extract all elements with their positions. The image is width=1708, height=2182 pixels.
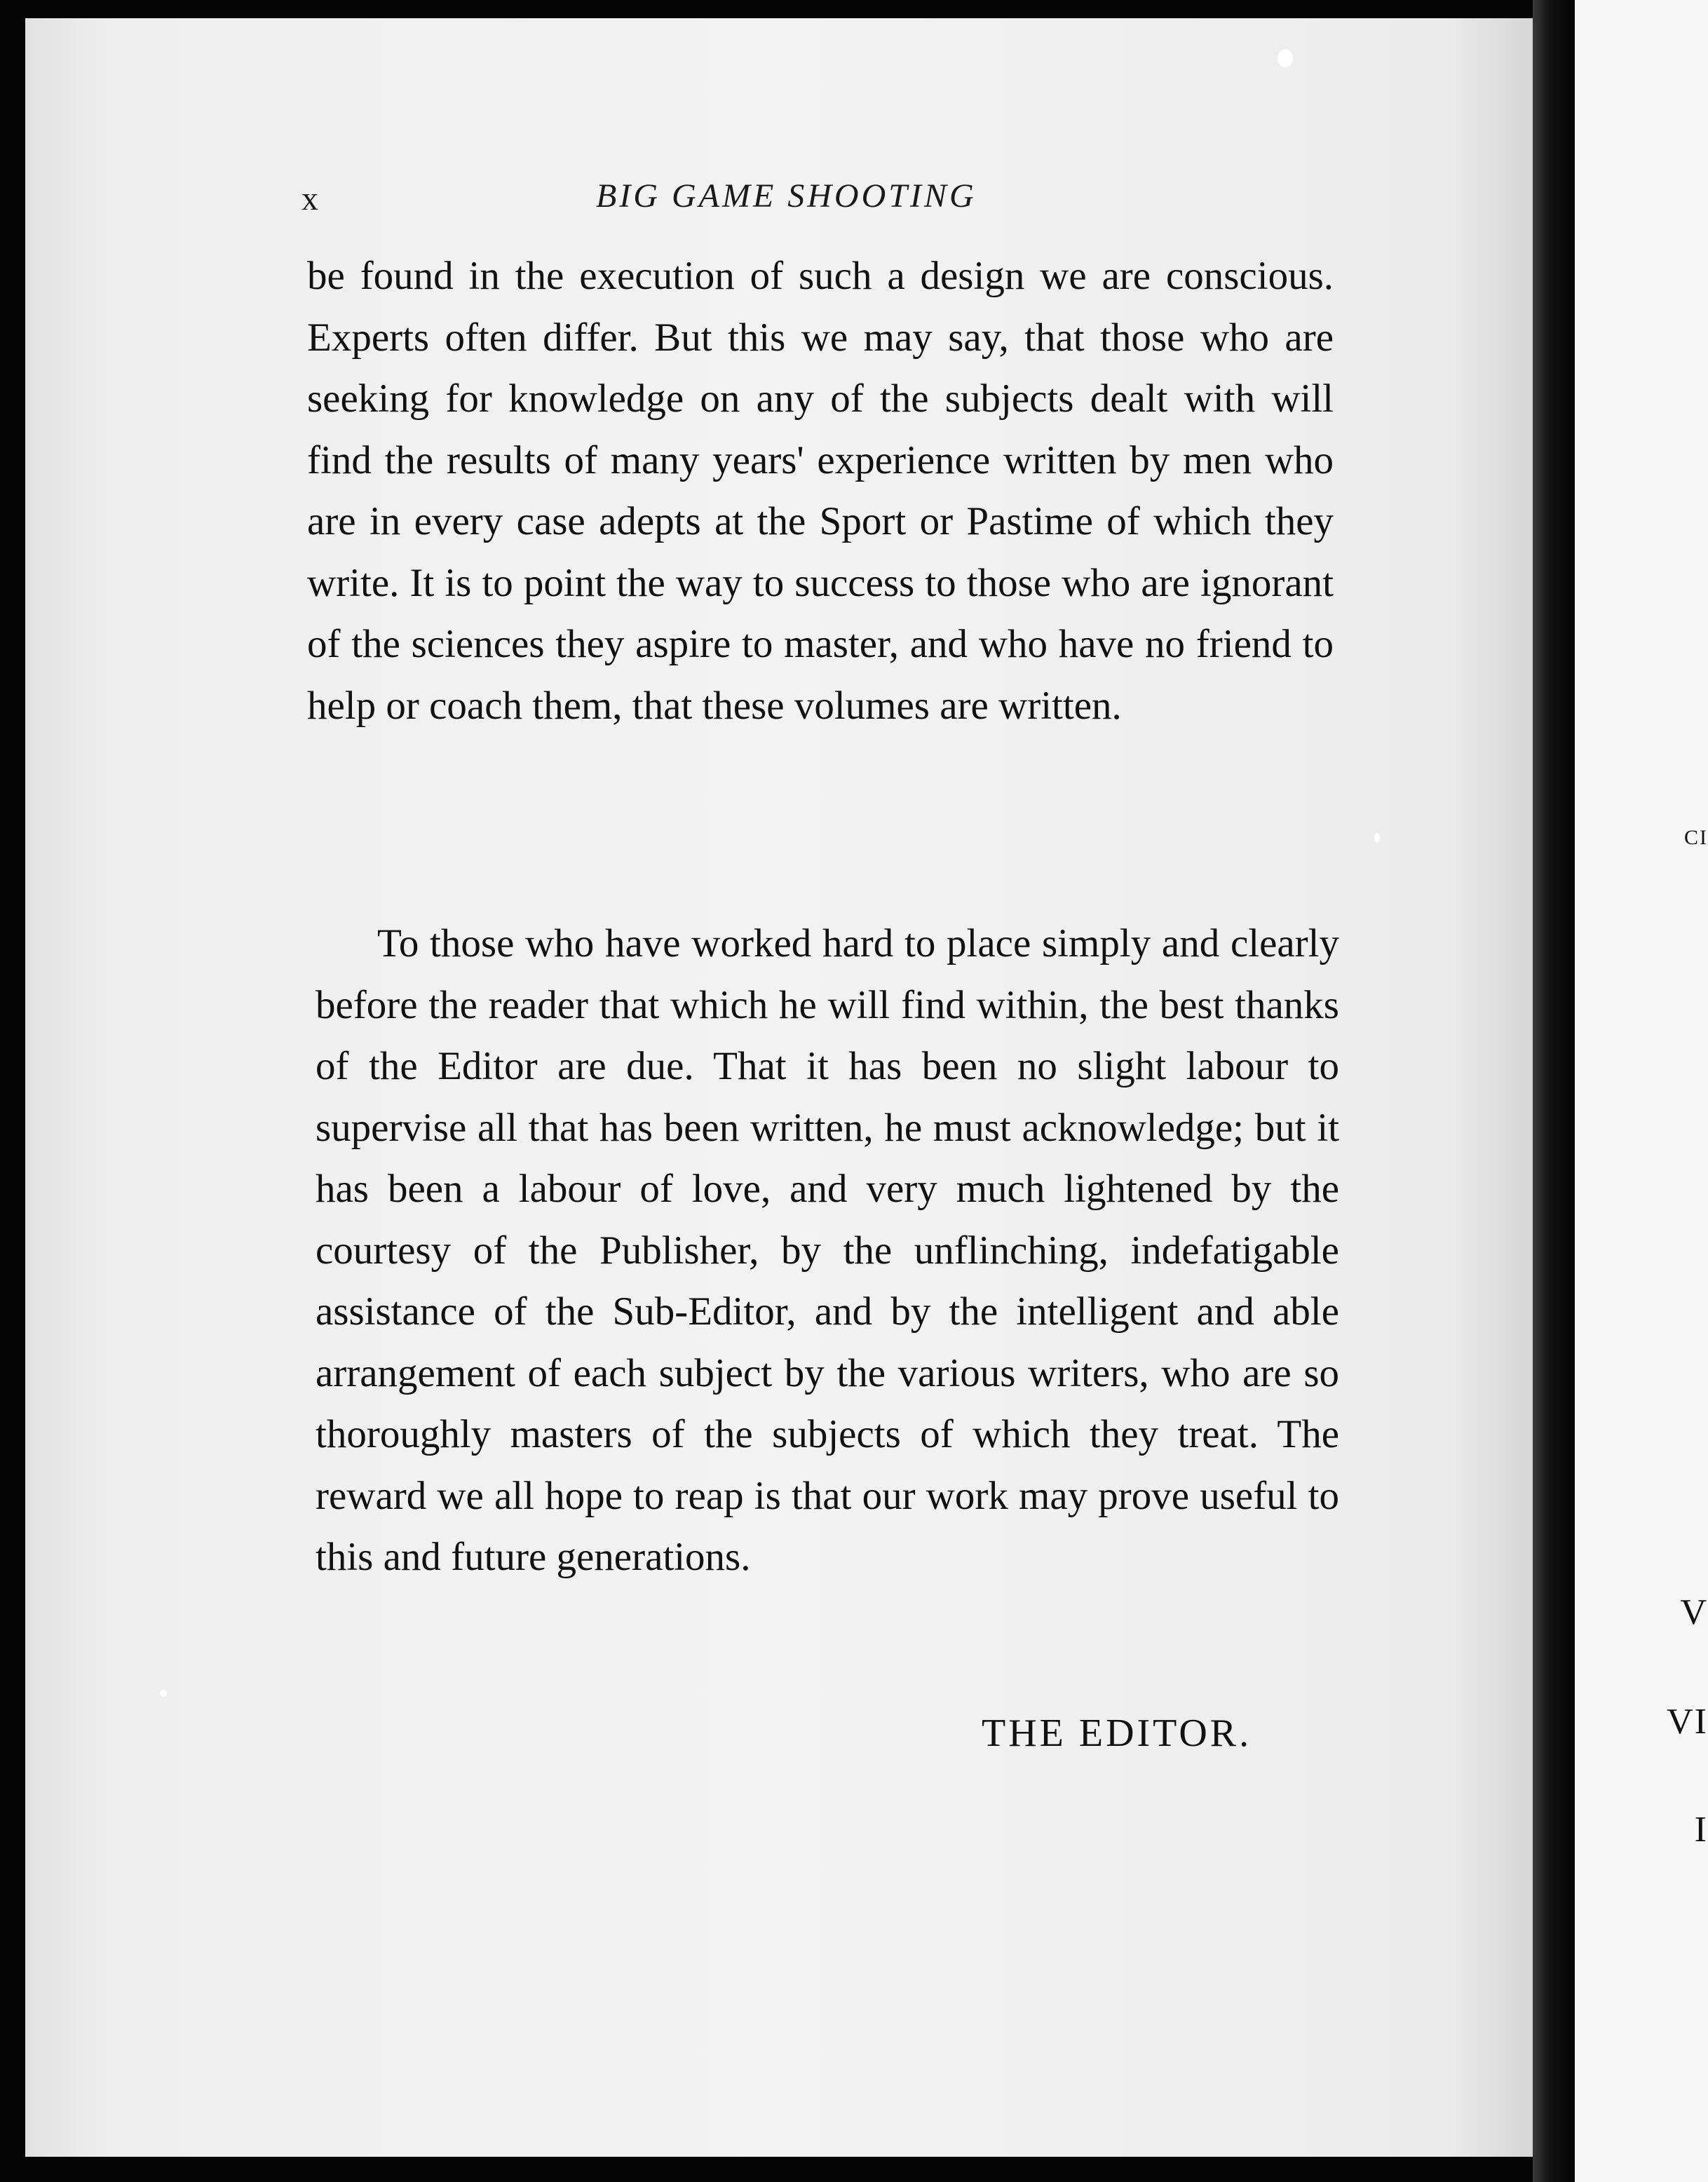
page-header (301, 177, 1353, 219)
editor-signature: THE EDITOR. (982, 1712, 1252, 1755)
scan-speck (1374, 833, 1380, 843)
body-paragraph (316, 913, 1339, 1588)
running-title: BIG GAME SHOOTING (596, 177, 977, 215)
page-number: x (301, 180, 318, 217)
adjacent-page-fragment: CI (1684, 826, 1708, 849)
body-paragraph (307, 245, 1334, 736)
adjacent-page-fragment: VI (1667, 1702, 1708, 1742)
adjacent-page-fragment: V (1680, 1592, 1708, 1632)
book-gutter (1533, 0, 1575, 2182)
scan-speck (160, 1690, 167, 1697)
scan-speck (1277, 49, 1293, 67)
adjacent-page-fragment: I (1694, 1810, 1708, 1850)
adjacent-page (1575, 0, 1708, 2182)
paragraph-text: To those who have worked hard to place simply and clearly before the reader that which he will find within, the best thanks of the Editor are due. That it has been no slight labour to supervise all that has been written, he must acknowledge; but it has been a labour of love, and very much lightened by the courtesy of the Publisher, by the unflinching, indefatigable assistance of the Sub-Editor, and by the intelligent and able arrangement of each subject by the various writers, who are so thoroughly masters of the subjects of which they treat. The reward we all hope to reap is that our work may prove useful to this and future generations. (316, 921, 1339, 1579)
paragraph-text: be found in the execution of such a design we are conscious. Experts often differ. But this we may say, that those who are seeking for knowledge on any of the subjects dealt with will find the results of many years' experience written by men who are in every case adepts at the Sport or Pastime of which they write. It is to point the way to success to those who are ignorant of the sciences they aspire to master, and who have no friend to help or coach them, that these volumes are written. (307, 254, 1334, 728)
